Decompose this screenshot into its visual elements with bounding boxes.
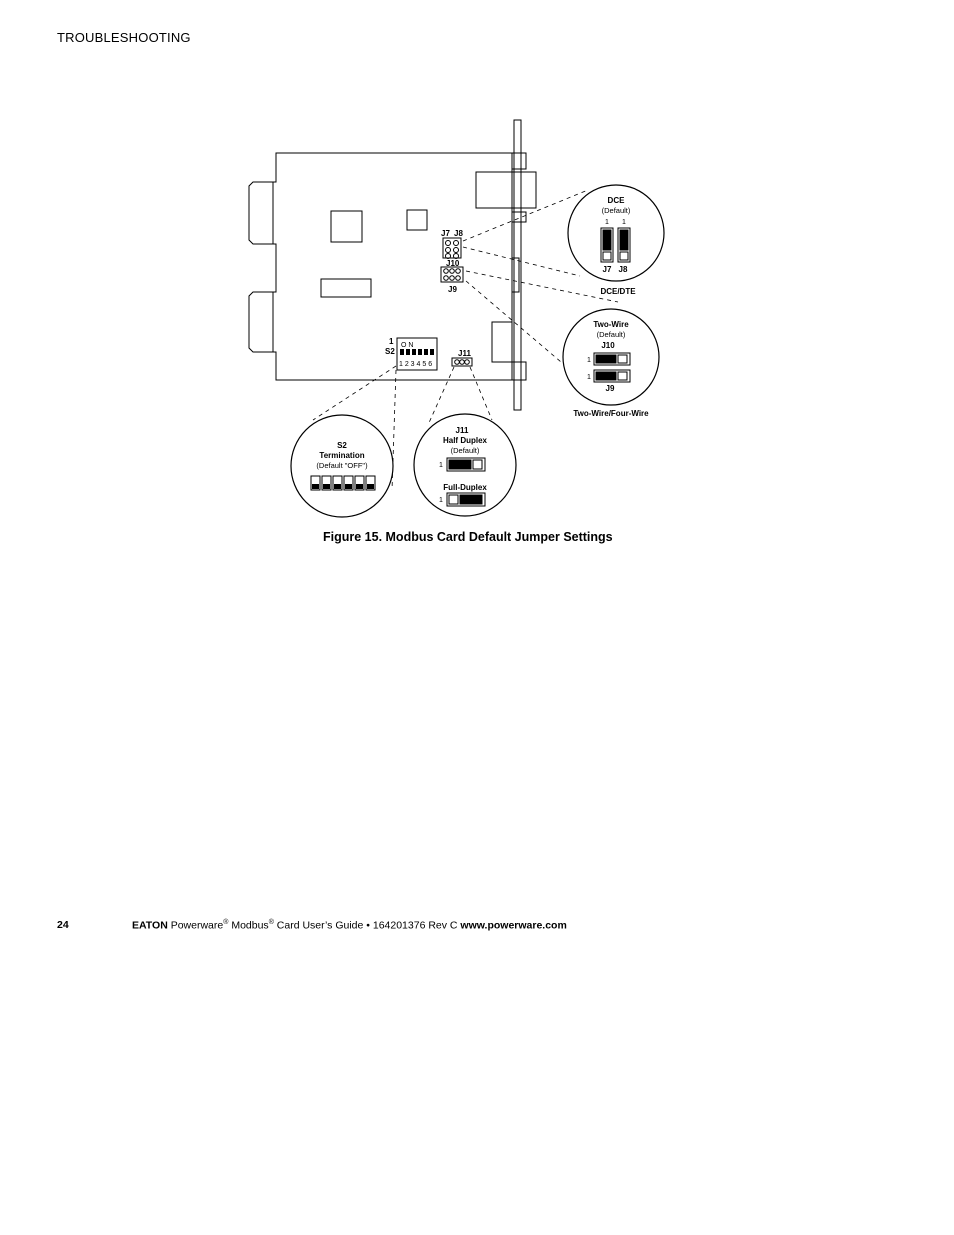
dce-title: DCE (607, 196, 625, 205)
figure-caption: Figure 15. Modbus Card Default Jumper Settings (323, 530, 613, 544)
s2-callout-title: S2 (337, 441, 347, 450)
twowire-j10: J10 (601, 341, 615, 350)
dce-j7: J7 (602, 265, 612, 274)
twowire-pin1-top: 1 (587, 357, 591, 364)
edge-connector-top (249, 182, 276, 244)
j11-callout-title: J11 (455, 426, 469, 435)
footer-modbus: Modbus (228, 919, 269, 932)
footer-reg1: ® (223, 919, 229, 926)
page-number: 24 (57, 919, 69, 931)
db-connector (476, 172, 536, 208)
label-j11: J11 (458, 349, 471, 358)
footer-brand: EATON (132, 919, 168, 932)
twowire-j9: J9 (605, 384, 615, 393)
section-header: TROUBLESHOOTING (57, 30, 191, 45)
dce-dte-caption: DCE/DTE (600, 287, 636, 296)
chip-rect (321, 279, 371, 297)
twowire-default: (Default) (596, 330, 626, 339)
dce-pin1-right: 1 (622, 219, 626, 226)
j11-full-duplex: Full-Duplex (443, 483, 487, 492)
chip-small (407, 210, 427, 230)
footer-rest: Card User’s Guide • 164201376 Rev C (273, 919, 461, 932)
twowire-title: Two-Wire (593, 320, 629, 329)
footer-url: www.powerware.com (460, 919, 567, 932)
footer-product: Powerware (170, 919, 224, 932)
edge-connector-bottom (249, 292, 276, 352)
label-s2: S2 (385, 347, 395, 356)
s2-callout-default: (Default "OFF") (316, 461, 368, 470)
dce-default: (Default) (601, 206, 631, 215)
j11-pin1-bottom: 1 (439, 497, 443, 504)
j11-callout-default: (Default) (450, 446, 480, 455)
j11-pin1-top: 1 (439, 462, 443, 469)
mounting-bracket (514, 120, 521, 410)
label-j7: J7 (441, 229, 450, 238)
dce-j8: J8 (618, 265, 628, 274)
dip-on-label: O N (401, 342, 414, 349)
chip-square (331, 211, 362, 242)
label-j10: J10 (446, 259, 460, 268)
label-j9: J9 (448, 285, 457, 294)
footer-line (132, 919, 567, 932)
dip-number-label: 1 2 3 4 5 6 (399, 361, 433, 368)
label-j8: J8 (454, 229, 463, 238)
s2-callout-subtitle: Termination (319, 451, 365, 460)
twowire-pin1-bottom: 1 (587, 374, 591, 381)
modbus-card-diagram (0, 0, 954, 560)
label-s2-one: 1 (389, 337, 394, 346)
twowire-caption: Two-Wire/Four-Wire (573, 409, 649, 418)
j11-callout-subtitle: Half Duplex (442, 436, 488, 445)
footer-reg2: ® (268, 919, 274, 926)
dce-pin1-left: 1 (605, 219, 609, 226)
